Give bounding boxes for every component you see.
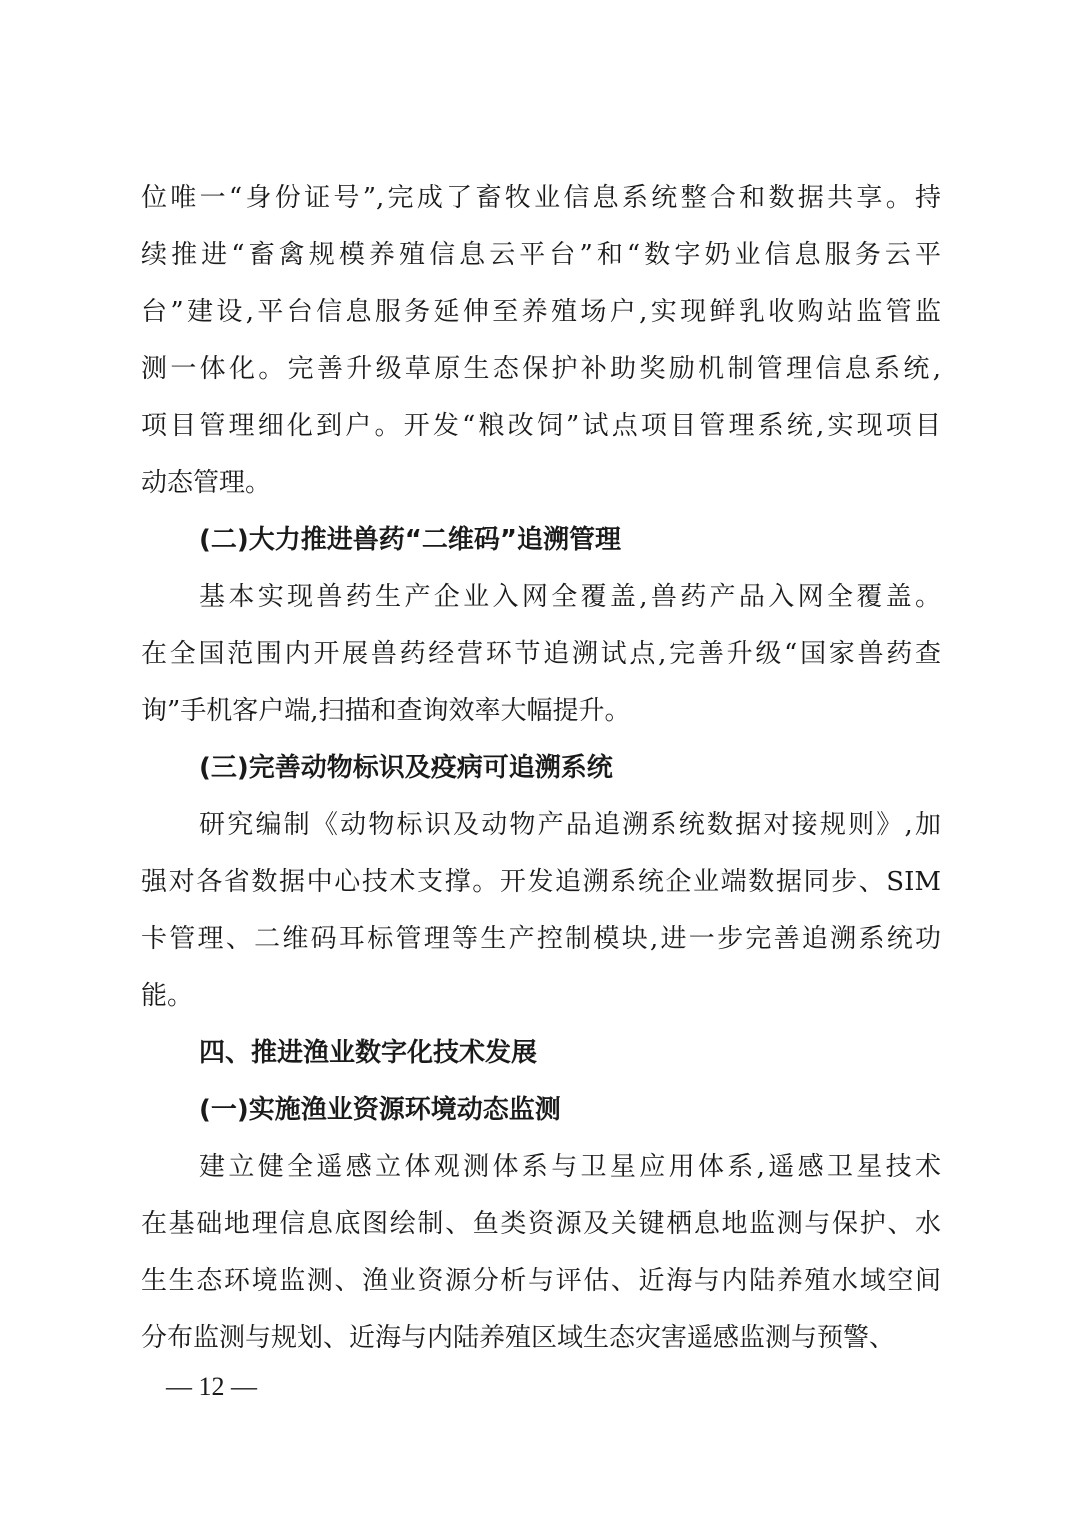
text-line: 强对各省数据中心技术支撑。开发追溯系统企业端数据同步、SIM	[141, 867, 941, 897]
heading-line: (二)大力推进兽药“二维码”追溯管理	[199, 525, 621, 555]
text-line: 测一体化。完善升级草原生态保护补助奖励机制管理信息系统,	[141, 354, 941, 384]
text-line: 建立健全遥感立体观测体系与卫星应用体系,遥感卫星技术	[199, 1152, 941, 1182]
section-heading	[141, 740, 941, 797]
text-line: 位唯一“身份证号”,完成了畜牧业信息系统整合和数据共享。持	[141, 183, 941, 213]
text-line: 分布监测与规划、近海与内陆养殖区域生态灾害遥感监测与预警、	[141, 1323, 896, 1353]
paragraph	[141, 170, 941, 512]
section-heading	[141, 1025, 941, 1082]
text-line: 动态管理。	[141, 468, 272, 498]
text-line: 基本实现兽药生产企业入网全覆盖,兽药产品入网全覆盖。	[199, 582, 941, 612]
heading-line: (一)实施渔业资源环境动态监测	[199, 1095, 561, 1125]
text-line: 项目管理细化到户。开发“粮改饲”试点项目管理系统,实现项目	[141, 411, 941, 441]
heading-line: 四、推进渔业数字化技术发展	[199, 1038, 538, 1068]
paragraph	[141, 569, 941, 740]
section-heading	[141, 1082, 941, 1139]
heading-line: (三)完善动物标识及疫病可追溯系统	[199, 753, 613, 783]
text-line: 生生态环境监测、渔业资源分析与评估、近海与内陆养殖水域空间	[141, 1266, 941, 1296]
text-line: 能。	[141, 981, 194, 1011]
text-line: 卡管理、二维码耳标管理等生产控制模块,进一步完善追溯系统功	[141, 924, 941, 954]
text-line: 研究编制《动物标识及动物产品追溯系统数据对接规则》,加	[199, 810, 941, 840]
text-line: 续推进“畜禽规模养殖信息云平台”和“数字奶业信息服务云平	[141, 240, 941, 270]
text-line: 台”建设,平台信息服务延伸至养殖场户,实现鲜乳收购站监管监	[141, 297, 941, 327]
text-line: 询”手机客户端,扫描和查询效率大幅提升。	[141, 696, 631, 726]
section-heading	[141, 512, 941, 569]
page-number: — 12 —	[166, 1372, 257, 1401]
paragraph	[141, 797, 941, 1025]
paragraph	[141, 1139, 941, 1367]
text-line: 在全国范围内开展兽药经营环节追溯试点,完善升级“国家兽药查	[141, 639, 941, 669]
body-text	[141, 170, 941, 1367]
text-line: 在基础地理信息底图绘制、鱼类资源及关键栖息地监测与保护、水	[141, 1209, 941, 1239]
